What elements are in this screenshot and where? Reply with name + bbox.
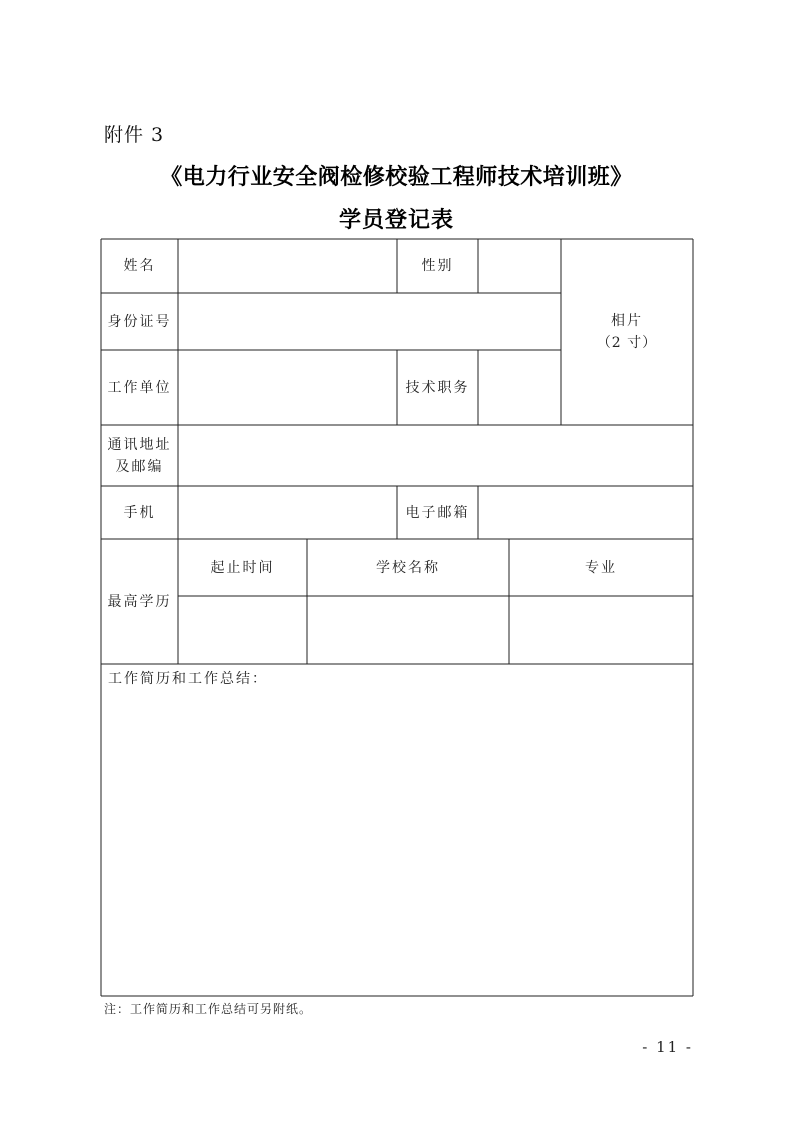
mobile-field[interactable] [178, 486, 397, 539]
name-label: 姓名 [123, 258, 156, 274]
mobile-label: 手机 [123, 504, 156, 521]
school-header: 学校名称 [376, 559, 440, 576]
address-label-line1: 通讯地址 [107, 436, 172, 453]
email-field[interactable] [478, 486, 693, 539]
address-label [101, 425, 178, 486]
resume-label: 工作简历和工作总结： [108, 671, 268, 687]
work-unit-label: 工作单位 [107, 379, 172, 396]
education-label: 最高学历 [107, 593, 172, 610]
id-number-label: 身份证号 [107, 313, 172, 330]
school-field[interactable] [307, 596, 509, 664]
period-header: 起止时间 [210, 559, 275, 576]
page-number: - 11 - [642, 1038, 693, 1056]
major-header: 专业 [585, 559, 617, 576]
tech-title-field[interactable] [478, 350, 561, 425]
work-unit-field[interactable] [178, 350, 397, 425]
major-field[interactable] [509, 596, 693, 664]
attachment-label: 附件 3 [104, 124, 165, 146]
photo-label: 相片 [611, 313, 643, 329]
address-field[interactable] [178, 425, 693, 486]
period-field[interactable] [178, 596, 307, 664]
form-title: 《电力行业安全阀检修校验工程师技术培训班》 [160, 165, 633, 190]
footnote: 注：工作简历和工作总结可另附纸。 [104, 1002, 313, 1016]
resume-field[interactable] [101, 690, 693, 996]
email-label: 电子邮箱 [405, 504, 470, 521]
photo-box[interactable] [561, 239, 693, 425]
id-number-field[interactable] [178, 293, 561, 350]
form-subtitle: 学员登记表 [338, 208, 454, 233]
address-label-line2: 及邮编 [115, 458, 164, 475]
tech-title-label: 技术职务 [405, 379, 470, 396]
name-field[interactable] [178, 239, 397, 293]
photo-size-label: （2 寸） [596, 335, 658, 351]
gender-field[interactable] [478, 239, 561, 293]
gender-label: 性别 [421, 258, 454, 274]
